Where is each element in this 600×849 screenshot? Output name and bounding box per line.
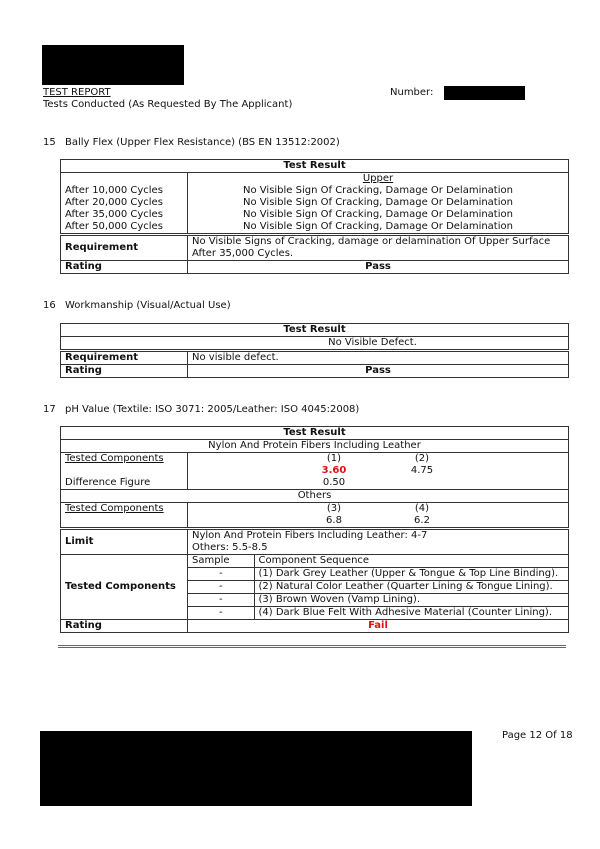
section-number: 16 (43, 300, 56, 311)
sequence-cell: (1) Dark Grey Leather (Upper & Tongue & Top Line Binding). (254, 568, 568, 581)
report-title: TEST REPORT (43, 87, 111, 98)
row-value: No Visible Sign Of Cracking, Damage Or Delamination (188, 221, 569, 235)
requirement-text: No Visible Signs of Cracking, damage or delamination Of Upper Surface After 35,000 Cycles. (188, 235, 569, 261)
requirement-label: Requirement (61, 351, 188, 365)
group2-title: Others (61, 490, 569, 503)
rating-label: Rating (61, 620, 188, 633)
g2-vals-cell (188, 515, 569, 529)
row-value: No Visible Sign Of Cracking, Damage Or Delamination (188, 209, 569, 221)
workmanship-table (60, 323, 569, 378)
rating-value: Pass (188, 365, 569, 378)
limit-label: Limit (61, 529, 188, 555)
difference-cell (188, 477, 569, 490)
requirement-label: Requirement (61, 235, 188, 261)
result-text: No Visible Defect. (61, 337, 569, 351)
sample-cell: - (188, 594, 254, 607)
sample-header: Sample (188, 555, 254, 568)
row-value: No Visible Sign Of Cracking, Damage Or Delamination (188, 185, 569, 197)
section-title: Bally Flex (Upper Flex Resistance) (BS EN 13512:2002) (65, 137, 340, 148)
redacted-footer (40, 731, 472, 806)
difference-label: Difference Figure (61, 477, 188, 490)
redacted-logo (42, 45, 184, 85)
component-col: (1) (326, 453, 342, 464)
rating-value-fail: Fail (188, 620, 569, 633)
ph-value: 4.75 (410, 465, 434, 476)
rating-label: Rating (61, 261, 188, 274)
limit-line: Nylon And Protein Fibers Including Leather: 4-7 (192, 530, 428, 541)
sequence-cell: (3) Brown Woven (Vamp Lining). (254, 594, 568, 607)
row-label: After 35,000 Cycles (61, 209, 188, 221)
difference-value: 0.50 (322, 477, 346, 488)
g1-cols-cell (188, 453, 569, 466)
ph-value: 6.8 (326, 515, 342, 526)
section-17-heading (43, 404, 359, 415)
components-label: Tested Components (61, 555, 188, 620)
limit-line: Others: 5.5-8.5 (192, 542, 268, 553)
component-col: (4) (414, 503, 430, 514)
section-16-heading (43, 300, 231, 311)
component-col: (3) (326, 503, 342, 514)
sample-cell: - (188, 607, 254, 620)
redacted-report-number (444, 86, 525, 100)
report-subtitle: Tests Conducted (As Requested By The Applicant) (43, 99, 293, 110)
limit-cell (188, 529, 569, 555)
number-label: Number: (390, 87, 434, 98)
ph-value-fail: 3.60 (321, 465, 347, 476)
rating-label: Rating (61, 365, 188, 378)
group1-title: Nylon And Protein Fibers Including Leather (61, 440, 569, 453)
row-value: No Visible Sign Of Cracking, Damage Or Delamination (188, 197, 569, 209)
section-divider (58, 645, 566, 648)
requirement-text: No visible defect. (188, 351, 569, 365)
g2-cols-cell (188, 503, 569, 516)
section-title: pH Value (Textile: ISO 3071: 2005/Leather: ISO 4045:2008) (65, 404, 360, 415)
component-col: (2) (414, 453, 430, 464)
bally-flex-table (60, 159, 569, 274)
sequence-cell: (4) Dark Blue Felt With Adhesive Material (Counter Lining). (254, 607, 568, 620)
rating-value: Pass (188, 261, 569, 274)
section-number: 17 (43, 404, 56, 415)
column-header-upper: Upper (188, 173, 569, 186)
row-label: After 10,000 Cycles (61, 185, 188, 197)
sequence-header: Component Sequence (254, 555, 568, 568)
ph-value-table (60, 426, 569, 633)
sequence-cell: (2) Natural Color Leather (Quarter Lining & Tongue Lining). (254, 581, 568, 594)
tested-components-label: Tested Components (61, 503, 188, 516)
ph-value: 6.2 (414, 515, 430, 526)
tested-components-label: Tested Components (61, 453, 188, 466)
section-15-heading (43, 137, 340, 148)
table-title: Test Result (61, 160, 569, 173)
g1-vals-cell (188, 465, 569, 477)
sample-cell: - (188, 581, 254, 594)
section-title: Workmanship (Visual/Actual Use) (65, 300, 231, 311)
row-label: After 20,000 Cycles (61, 197, 188, 209)
sample-cell: - (188, 568, 254, 581)
table-title: Test Result (61, 324, 569, 337)
section-number: 15 (43, 137, 56, 148)
table-title: Test Result (61, 427, 569, 440)
components-cell (188, 555, 569, 620)
components-table (188, 555, 568, 619)
page-number: Page 12 Of 18 (502, 730, 573, 741)
row-label: After 50,000 Cycles (61, 221, 188, 235)
